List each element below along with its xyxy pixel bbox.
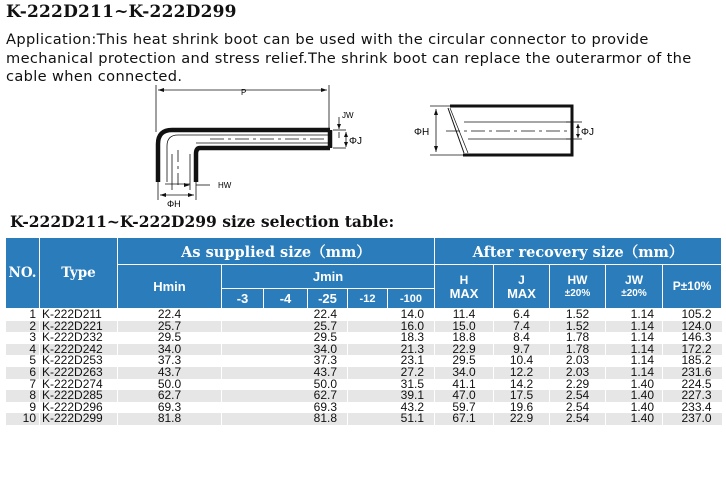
row-h-min: 69.3 [118, 402, 222, 414]
j-max-line2: MAX [507, 285, 536, 301]
header-as-supplied: As supplied size（mm） [118, 238, 435, 265]
row-j-min-b: 14.0 [348, 309, 435, 321]
page-title: K-222D211~K-222D299 [6, 2, 237, 22]
row-no: 2 [6, 321, 40, 333]
row-h-max: 15.0 [435, 321, 494, 333]
row-h-min: 43.7 [118, 367, 222, 379]
row-h-min: 29.5 [118, 332, 222, 344]
row-hw: 2.03 [550, 367, 606, 379]
table-row [6, 321, 722, 333]
row-no: 10 [6, 413, 40, 425]
dim-p-label: P [241, 88, 247, 97]
row-h-min: 50.0 [118, 379, 222, 391]
row-jw: 1.40 [606, 390, 663, 402]
row-h-min: 34.0 [118, 344, 222, 356]
row-j-min-a: 29.5 [222, 332, 348, 344]
header-jw [606, 265, 663, 309]
dim-phi-j-label: ΦJ [349, 136, 362, 147]
h-max-line1: H [459, 272, 469, 287]
row-j-max: 6.4 [494, 309, 550, 321]
row-j-max: 14.2 [494, 379, 550, 391]
row-jw: 1.40 [606, 379, 663, 391]
row-no: 3 [6, 332, 40, 344]
row-h-max: 67.1 [435, 413, 494, 425]
table-row [6, 344, 722, 356]
j-min-suffix: min [320, 269, 344, 284]
size-selection-table [5, 237, 722, 425]
header-j-minus-4: -4 [264, 289, 308, 309]
row-hw: 1.78 [550, 344, 606, 356]
h-max-line2: MAX [449, 285, 479, 301]
straight-boot-drawing [430, 106, 582, 155]
row-j-min-a: 43.7 [222, 367, 348, 379]
jw-line1: JW [625, 272, 644, 287]
row-h-max: 59.7 [435, 402, 494, 414]
dim-phi-h-label: ΦH [167, 199, 181, 209]
header-j-minus-25: -25 [308, 289, 348, 309]
row-p: 231.6 [663, 367, 722, 379]
row-p: 237.0 [663, 413, 722, 425]
h-min-suffix: min [162, 279, 186, 294]
dim-phi-j2-label: ΦJ [581, 127, 594, 138]
row-type: K-222D221 [40, 321, 118, 333]
header-h-min [118, 265, 222, 309]
row-j-max: 10.4 [494, 355, 550, 367]
row-no: 8 [6, 390, 40, 402]
product-diagrams [0, 82, 726, 212]
row-j-min-b: 39.1 [348, 390, 435, 402]
row-h-max: 22.9 [435, 344, 494, 356]
row-p: 105.2 [663, 309, 722, 321]
row-j-min-b: 51.1 [348, 413, 435, 425]
row-jw: 1.14 [606, 367, 663, 379]
row-jw: 1.14 [606, 355, 663, 367]
dim-hw-label: HW [218, 181, 232, 190]
boot-drawings [0, 82, 726, 212]
row-no: 7 [6, 379, 40, 391]
table-title: K-222D211~K-222D299 size selection table: [10, 212, 395, 231]
angled-boot-drawing [156, 85, 348, 200]
row-j-min-b: 27.2 [348, 367, 435, 379]
table-row [6, 379, 722, 391]
row-no: 4 [6, 344, 40, 356]
header-p: P±10% [663, 265, 722, 309]
table-row [6, 390, 722, 402]
table-row [6, 355, 722, 367]
row-j-min-a: 62.7 [222, 390, 348, 402]
j-min-letter: J [312, 269, 321, 284]
row-j-min-a: 22.4 [222, 309, 348, 321]
row-j-min-a: 34.0 [222, 344, 348, 356]
row-h-max: 34.0 [435, 367, 494, 379]
row-jw: 1.40 [606, 413, 663, 425]
header-j-minus-100: -100 [388, 289, 435, 309]
header-j-min [222, 265, 435, 289]
row-type: K-222D296 [40, 402, 118, 414]
h-min-letter: H [153, 279, 163, 294]
row-jw: 1.14 [606, 309, 663, 321]
row-j-max: 12.2 [494, 367, 550, 379]
header-j-minus-3: -3 [222, 289, 264, 309]
row-h-min: 62.7 [118, 390, 222, 402]
row-h-min: 22.4 [118, 309, 222, 321]
row-hw: 1.78 [550, 332, 606, 344]
row-no: 1 [6, 309, 40, 321]
row-j-min-b: 23.1 [348, 355, 435, 367]
row-j-max: 19.6 [494, 402, 550, 414]
header-hw [550, 265, 606, 309]
row-type: K-222D211 [40, 309, 118, 321]
row-hw: 2.29 [550, 379, 606, 391]
header-h-max [435, 265, 494, 309]
row-j-min-a: 81.8 [222, 413, 348, 425]
row-j-min-a: 50.0 [222, 379, 348, 391]
row-no: 5 [6, 355, 40, 367]
row-h-max: 11.4 [435, 309, 494, 321]
row-p: 224.5 [663, 379, 722, 391]
jw-line2: ±20% [621, 287, 647, 299]
row-p: 146.3 [663, 332, 722, 344]
dim-phi-h2-label: ΦH [414, 127, 430, 138]
row-j-min-b: 18.3 [348, 332, 435, 344]
row-j-min-a: 37.3 [222, 355, 348, 367]
table-row [6, 309, 722, 321]
row-type: K-222D253 [40, 355, 118, 367]
application-description: Application:This heat shrink boot can be used with the circular connector to provide mechanical protection and stress relief.The shrink boot can replace the outerarmor of the cable when connected. [6, 31, 692, 85]
row-no: 9 [6, 402, 40, 414]
row-j-min-b: 21.3 [348, 344, 435, 356]
row-type: K-222D299 [40, 413, 118, 425]
table-body [6, 309, 722, 425]
j-max-line1: J [518, 272, 525, 287]
table-row [6, 367, 722, 379]
row-h-max: 29.5 [435, 355, 494, 367]
row-hw: 2.54 [550, 402, 606, 414]
row-type: K-222D232 [40, 332, 118, 344]
header-type: Type [40, 238, 118, 309]
row-type: K-222D285 [40, 390, 118, 402]
header-j-minus-12: -12 [348, 289, 388, 309]
row-h-min: 81.8 [118, 413, 222, 425]
row-jw: 1.14 [606, 332, 663, 344]
row-j-min-b: 16.0 [348, 321, 435, 333]
hw-line1: HW [567, 272, 588, 287]
row-hw: 1.52 [550, 321, 606, 333]
row-h-min: 25.7 [118, 321, 222, 333]
table-row [6, 402, 722, 414]
row-j-max: 9.7 [494, 344, 550, 356]
hw-line2: ±20% [564, 287, 591, 299]
row-h-min: 37.3 [118, 355, 222, 367]
table-row [6, 332, 722, 344]
row-p: 172.2 [663, 344, 722, 356]
row-hw: 2.54 [550, 413, 606, 425]
row-j-min-b: 43.2 [348, 402, 435, 414]
row-p: 233.4 [663, 402, 722, 414]
row-jw: 1.14 [606, 344, 663, 356]
row-jw: 1.14 [606, 321, 663, 333]
row-j-min-b: 31.5 [348, 379, 435, 391]
header-no: NO. [6, 238, 40, 309]
row-p: 124.0 [663, 321, 722, 333]
row-p: 227.3 [663, 390, 722, 402]
row-jw: 1.40 [606, 402, 663, 414]
row-type: K-222D263 [40, 367, 118, 379]
row-j-max: 22.9 [494, 413, 550, 425]
row-type: K-222D242 [40, 344, 118, 356]
row-h-max: 18.8 [435, 332, 494, 344]
row-hw: 2.03 [550, 355, 606, 367]
row-hw: 1.52 [550, 309, 606, 321]
row-type: K-222D274 [40, 379, 118, 391]
row-h-max: 47.0 [435, 390, 494, 402]
row-p: 185.2 [663, 355, 722, 367]
table-row [6, 413, 722, 425]
row-j-min-a: 69.3 [222, 402, 348, 414]
row-no: 6 [6, 367, 40, 379]
row-hw: 2.54 [550, 390, 606, 402]
row-j-max: 8.4 [494, 332, 550, 344]
row-j-max: 17.5 [494, 390, 550, 402]
row-h-max: 41.1 [435, 379, 494, 391]
dim-jw-label: JW [342, 111, 354, 120]
header-after-recovery: After recovery size（mm） [435, 238, 722, 265]
header-j-max [494, 265, 550, 309]
row-j-max: 7.4 [494, 321, 550, 333]
row-j-min-a: 25.7 [222, 321, 348, 333]
